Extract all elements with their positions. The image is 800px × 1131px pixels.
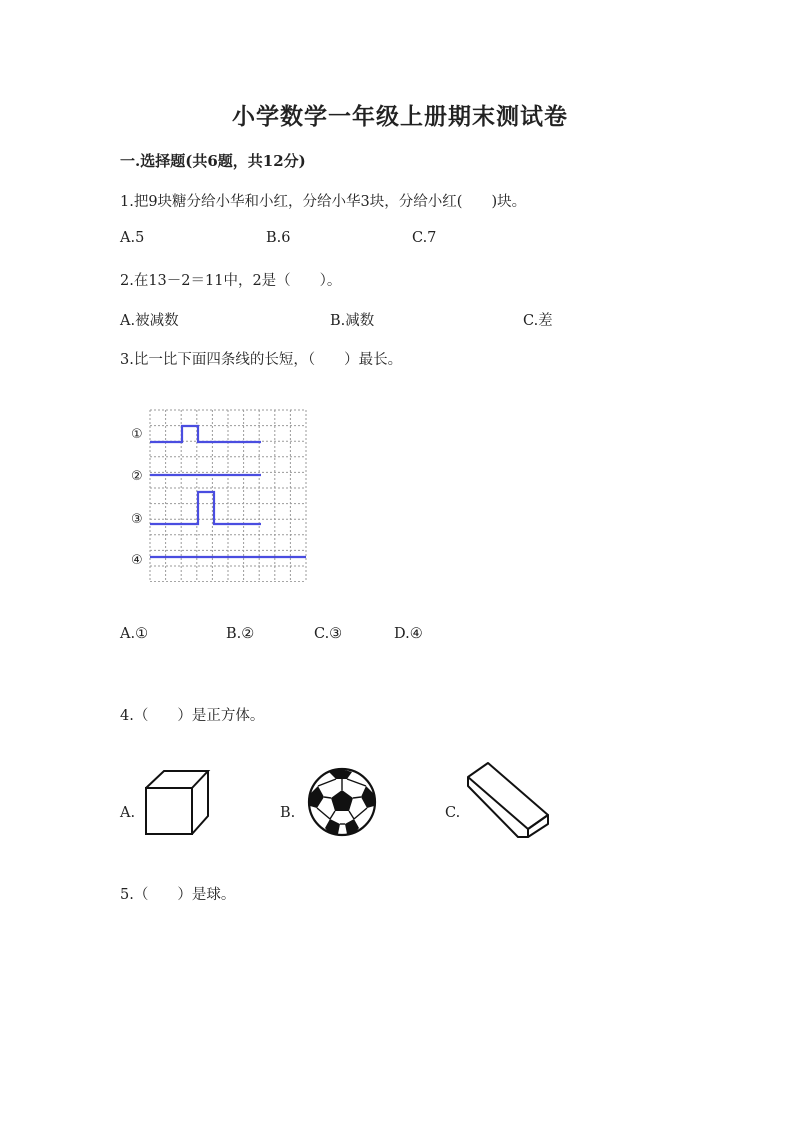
q1-option-b[interactable]: B.6 (266, 230, 291, 246)
cuboid-image (462, 757, 554, 839)
q1-option-a[interactable]: A.5 (120, 230, 145, 246)
section-heading: 一.选择题(共6题，共12分) (120, 152, 306, 170)
question-4-text: 4.（ ）是正方体。 (120, 708, 265, 724)
figure-label-1: ① (131, 427, 143, 442)
figure-label-3: ③ (131, 512, 143, 527)
q3-option-c[interactable]: C.③ (314, 626, 343, 642)
q3-option-b[interactable]: B.② (226, 626, 255, 642)
q4-option-a[interactable]: A. (120, 805, 136, 821)
figure-label-2: ② (131, 469, 143, 484)
line-length-figure (125, 402, 315, 582)
q4-option-c[interactable]: C. (445, 805, 461, 821)
question-2-text: 2.在13－2＝11中，2是（ ）。 (120, 273, 342, 289)
q1-option-c[interactable]: C.7 (412, 230, 437, 246)
question-3-text: 3.比一比下面四条线的长短，（ ）最长。 (120, 352, 403, 368)
q4-option-b[interactable]: B. (280, 805, 296, 821)
question-1-text: 1.把9块糖分给小华和小红，分给小华3块，分给小红( )块。 (120, 194, 527, 210)
q3-option-d[interactable]: D.④ (394, 626, 423, 642)
question-5-text: 5.（ ）是球。 (120, 887, 236, 903)
cube-image (140, 766, 215, 840)
page-title: 小学数学一年级上册期末测试卷 (232, 103, 568, 130)
line-1 (150, 426, 261, 442)
q2-option-c[interactable]: C.差 (523, 313, 553, 329)
soccer-ball-image (305, 766, 380, 838)
figure-label-4: ④ (131, 553, 143, 568)
q3-option-a[interactable]: A.① (120, 626, 149, 642)
q2-option-a[interactable]: A.被减数 (120, 313, 179, 329)
q2-option-b[interactable]: B.减数 (330, 313, 375, 329)
